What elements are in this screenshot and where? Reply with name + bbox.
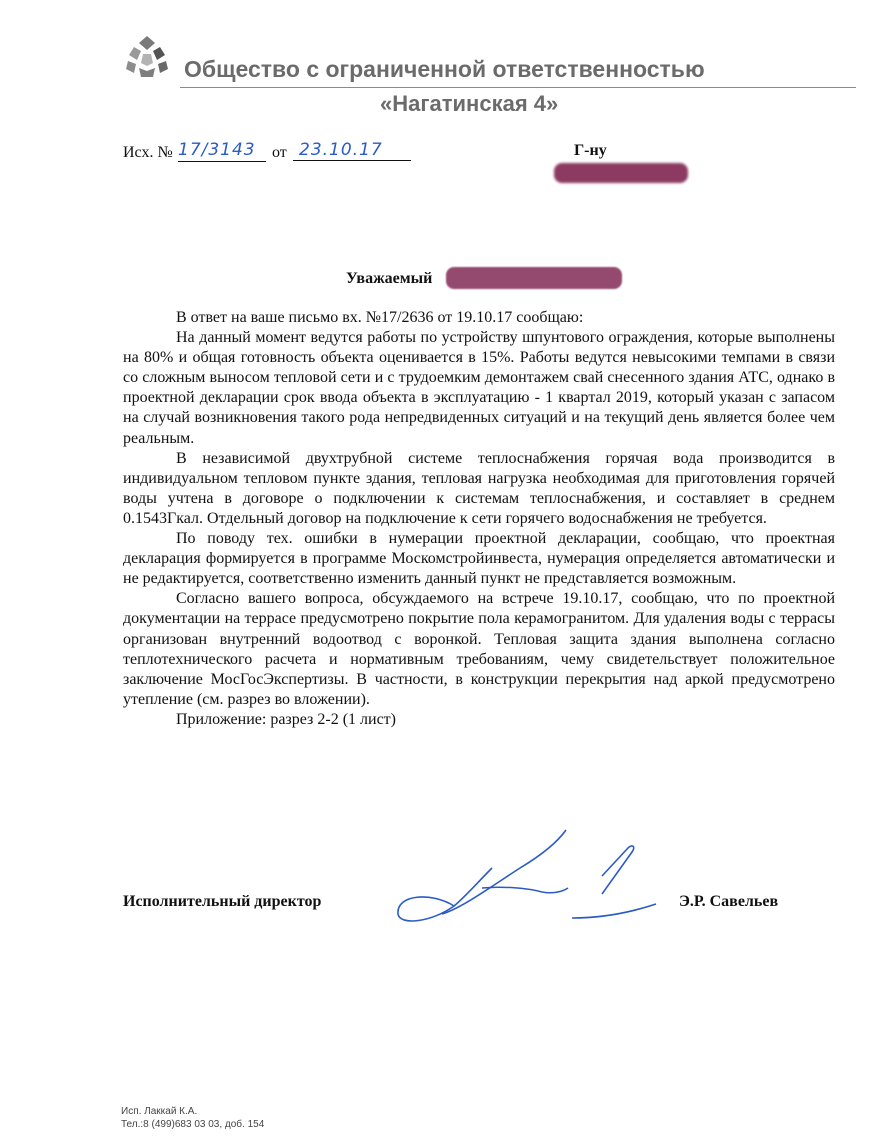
greeting	[346, 270, 432, 288]
redacted-greeting-name	[446, 267, 622, 289]
organization-name: Общество с ограниченной ответственностью	[184, 56, 705, 82]
body-paragraph: По поводу тех. ошибки в нумерации проектной декларации, сообщаю, что проектная декларация формируется в программе Москомстройинвеста, нумерация определяется автоматически и не редактируется, соответственно изменить данный пункт не представляется возможным.	[123, 530, 835, 588]
letter-body	[123, 308, 835, 730]
handwritten-signature	[392, 822, 660, 930]
ref-date-label: от	[272, 144, 287, 161]
redacted-addressee-name	[554, 163, 688, 183]
triangle-crystal-logo-icon	[124, 33, 170, 79]
signatory-name: Э.Р. Савельев	[679, 893, 779, 910]
ref-number-label: Исх. №	[123, 144, 173, 161]
body-paragraph: Согласно вашего вопроса, обсуждаемого на встрече 19.10.17, сообщаю, что по проектной документации на террасе предусмотрено покрытие пола керамогранитом. Для удаления воды с террасы организован внутренний водоотвод с воронкой. Тепловая защита здания выполнена согласно теплотехнического расчета и нормативным требованиям, чему свидетельствует положительное заключение МосГосЭкспертизы. В частности, в конструкции перекрытия над аркой предусмотрено утепление (см. разрез во вложении).	[123, 590, 835, 708]
ref-date-field: 23.10.17	[293, 140, 411, 161]
executor-name: Исп. Лаккай К.А.	[121, 1106, 198, 1117]
executor-phone: Тел.:8 (499)683 03 03, доб. 154	[121, 1119, 265, 1130]
signatory-position: Исполнительный директор	[123, 893, 322, 910]
greeting-prefix: Уважаемый	[346, 270, 433, 287]
body-paragraph: В независимой двухтрубной системе теплоснабжения горячая вода производится в индивидуальном тепловом пункте здания, тепловая нагрузка необходимая для приготовления горячей воды учтена в договоре о подключении к системам теплоснабжения, и составляет в среднем 0.1543Гкал. Отдельный договор на подключение к сети горячего водоснабжения не требуется.	[123, 449, 835, 527]
attachment-note: Приложение: разрез 2-2 (1 лист)	[176, 710, 396, 728]
footer-executor-info	[121, 1105, 264, 1131]
body-paragraph: На данный момент ведутся работы по устройству шпунтового ограждения, которые выполнены на 80% и общая готовность объекта оценивается в 15%. Работы ведутся невысокими темпами в связи со сложным выносом тепловой сети и с трудоемким демонтажем свай снесенного здания АТС, однако в проектной декларации срок ввода объекта в эксплуатацию - 1 квартал 2019, который указан с запасом на случай возникновения такого рода непредвиденных ситуаций и на текущий день является более чем реальным.	[123, 329, 835, 447]
body-paragraph: В ответ на ваше письмо вх. №17/2636 от 19.10.17 сообщаю:	[176, 309, 584, 326]
addressee-title: Г-ну	[574, 142, 607, 159]
organization-subtitle: «Нагатинская 4»	[380, 91, 559, 116]
ref-number-field: 17/3143	[178, 140, 266, 162]
header-divider	[180, 87, 856, 88]
